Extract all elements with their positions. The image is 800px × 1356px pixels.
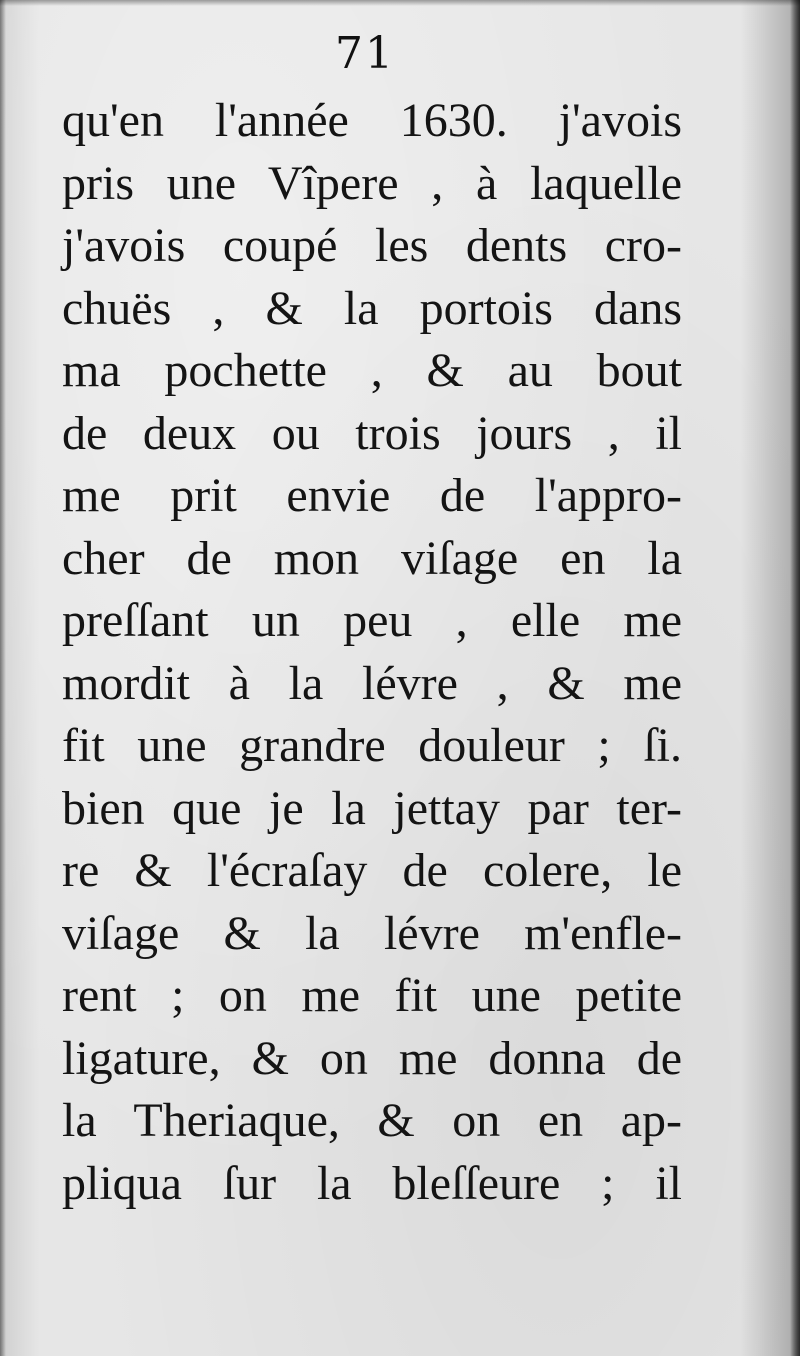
text-line: bien que je la jettay par ter- — [62, 781, 682, 835]
text-line: fit une grandre douleur ; ſi. — [62, 719, 682, 772]
text-line: qu'en l'année 1630. j'avois — [62, 94, 682, 147]
text-line: la Theriaque, & on en ap- — [62, 1094, 682, 1147]
page-right-shadow — [790, 0, 800, 1356]
text-line: pliqua ſur la bleſſeure ; il — [62, 1156, 682, 1210]
text-line: mordit à la lévre , & me — [62, 656, 682, 710]
text-line: viſage & la lévre m'enfle- — [62, 906, 682, 960]
text-line: cher de mon viſage en la — [62, 531, 682, 585]
page-left-shadow — [0, 0, 6, 1356]
body-text — [62, 90, 682, 1215]
page-top-shadow — [0, 0, 800, 6]
text-line: ligature, & on me donna de — [62, 1031, 682, 1085]
text-line: rent ; on me fit une petite — [62, 969, 682, 1022]
text-line: de deux ou trois jours , il — [62, 406, 682, 460]
text-line: me prit envie de l'appro- — [62, 469, 682, 522]
text-line: pris une Vîpere , à laquelle — [62, 156, 682, 210]
text-line: chuës , & la portois dans — [62, 281, 682, 335]
text-line: ma pochette , & au bout — [62, 344, 682, 397]
text-line: j'avois coupé les dents cro- — [62, 219, 682, 272]
text-line: re & l'écraſay de colere, le — [62, 844, 682, 897]
text-line: preſſant un peu , elle me — [62, 594, 682, 647]
page-number: 71 — [335, 28, 395, 79]
